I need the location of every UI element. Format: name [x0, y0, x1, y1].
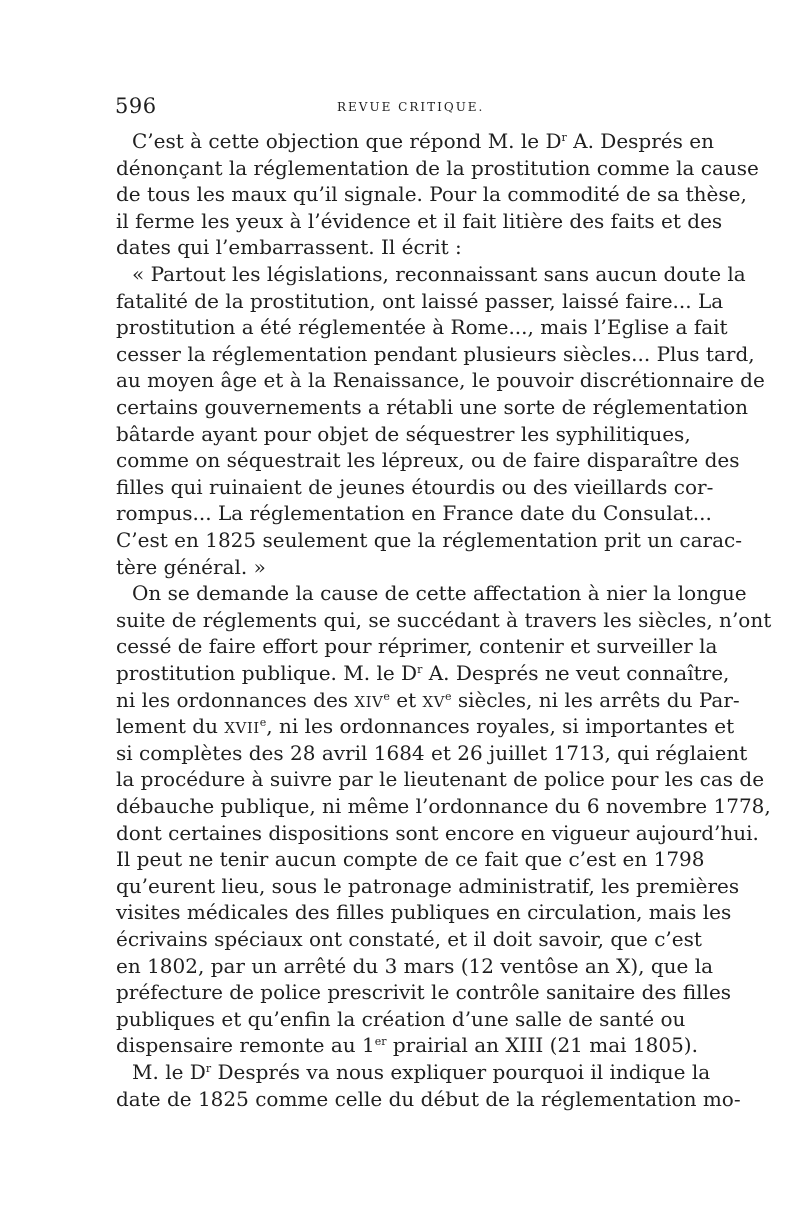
page-number: 596 — [115, 94, 157, 118]
text-line: visites médicales des filles publiques en circulation, mais les — [116, 900, 732, 925]
text-line: C’est en 1825 seulement que la réglementation prit un carac- — [116, 528, 742, 552]
text-line: dont certaines dispositions sont encore en vigueur aujourd’hui. — [116, 820, 759, 845]
text-line: au moyen âge et à la Renaissance, le pouvoir discrétionnaire de — [116, 368, 765, 393]
running-head: REVUE CRITIQUE. — [337, 100, 485, 114]
text-line: débauche publique, ni même l’ordonnance du 6 novembre 1778, — [116, 794, 771, 818]
text-line: certains gouvernements a rétabli une sorte de réglementation — [116, 395, 749, 419]
text-line: dispensaire remonte au 1er prairial an XIII (21 mai 1805). — [116, 1033, 698, 1058]
text-line: qu’eurent lieu, sous le patronage administratif, les premières — [116, 873, 740, 898]
text-line: écrivains spéciaux ont constaté, et il doit savoir, que c’est — [116, 927, 702, 951]
text-line: en 1802, par un arrêté du 3 mars (12 ventôse an X), que la — [116, 953, 714, 978]
text-line: rompus... La réglementation en France date du Consulat... — [116, 501, 712, 526]
text-line: comme on séquestrait les lépreux, ou de faire disparaître des — [116, 448, 740, 473]
text-line: M. le $D^r$ Després va nous expliquer pourquoi il indique la — [132, 1060, 711, 1084]
text-line: On se demande la cause de cette affectation à nier la longue — [132, 581, 747, 606]
page-header — [115, 94, 687, 124]
text-line: préfecture de police prescrivit le contrôle sanitaire des filles — [116, 980, 732, 1005]
text-line: fatalité de la prostitution, ont laissé passer, laissé faire... La — [116, 288, 724, 313]
text-line: cesser la réglementation pendant plusieurs siècles... Plus tard, — [116, 341, 755, 366]
text-line: Il peut ne tenir aucun compte de ce fait que c’est en 1798 — [116, 847, 705, 872]
text-line: bâtarde ayant pour objet de séquestrer les syphilitiques, — [116, 421, 691, 446]
text-line: lement du XVIIe, ni les ordonnances royales, si importantes et — [116, 714, 735, 739]
text-line: prostitution publique. M. le $D^r$ A. Després ne veut connaître, — [116, 661, 730, 685]
text-line: ni les ordonnances des XIVe et XVe siècles, ni les arrêts du Par- — [116, 687, 740, 712]
text-line: C’est à cette objection que répond M. le $D^r$ A. Després en — [132, 129, 714, 153]
text-line: de tous les maux qu’il signale. Pour la commodité de sa thèse, — [116, 182, 747, 207]
text-line: tère général. » — [116, 554, 266, 579]
text-line: publiques et qu’enfin la création d’une salle de santé ou — [116, 1006, 686, 1031]
text-line: il ferme les yeux à l’évidence et il fait litière des faits et des — [116, 208, 723, 233]
text-line: suite de réglements qui, se succédant à travers les siècles, n’ont — [116, 607, 772, 632]
text-line: date de 1825 comme celle du début de la réglementation mo- — [116, 1086, 741, 1111]
text-line: cessé de faire effort pour réprimer, contenir et surveiller la — [116, 634, 718, 659]
text-line: si complètes des 28 avril 1684 et 26 juillet 1713, qui réglaient — [116, 740, 748, 765]
text-line: la procédure à suivre par le lieutenant de police pour les cas de — [116, 767, 765, 792]
text-line: filles qui ruinaient de jeunes étourdis ou des vieillards cor- — [116, 474, 714, 499]
text-line: dénonçant la réglementation de la prostitution comme la cause — [116, 155, 759, 180]
text-line: dates qui l’embarrassent. Il écrit : — [116, 235, 462, 260]
text-line: « Partout les législations, reconnaissant sans aucun doute la — [132, 262, 746, 286]
text-line: prostitution a été réglementée à Rome..., mais l’Eglise a fait — [116, 315, 728, 340]
